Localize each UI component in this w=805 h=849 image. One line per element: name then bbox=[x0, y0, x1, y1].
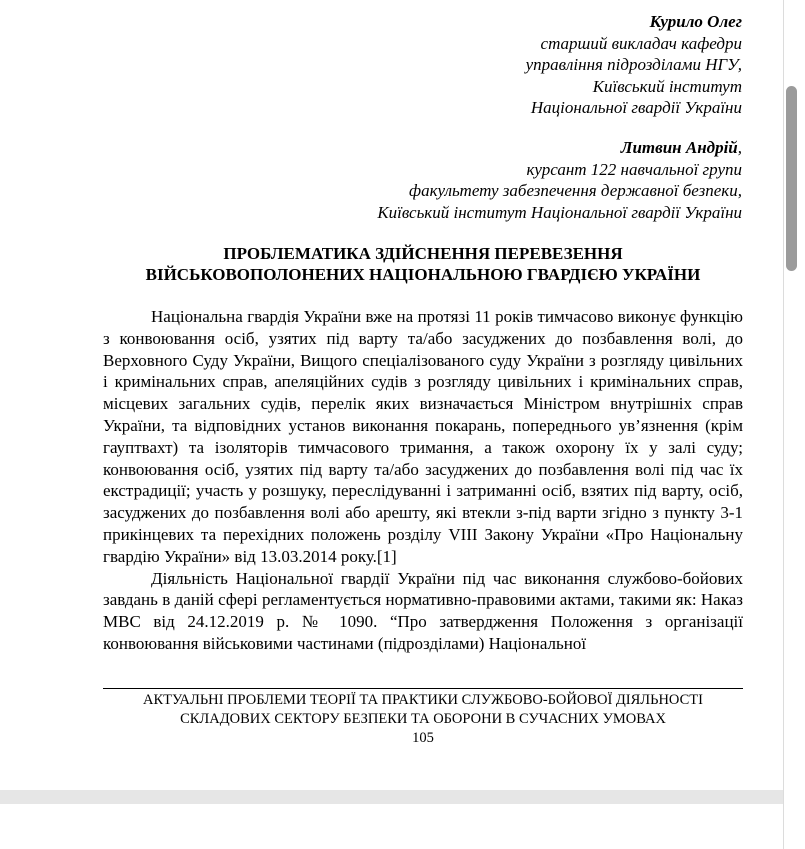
author-block-2 bbox=[377, 137, 742, 223]
article-title-line: ВІЙСЬКОВОПОЛОНЕНИХ НАЦІОНАЛЬНОЮ ГВАРДІЄЮ УКРАЇНИ bbox=[145, 265, 701, 284]
author-block-1 bbox=[526, 11, 742, 119]
next-page bbox=[0, 804, 783, 849]
body-paragraph: Діяльність Національної гвардії України під час виконання службово-бойових завдань в даній сфері регламентується нормативно-правовими актами, такими як: Наказ МВС від 24.12.2019 р. № 1090. “Про затвердження Положення з організації конвоювання військовими частинами (підрозділами) Національної bbox=[103, 568, 743, 653]
page-gap bbox=[0, 790, 783, 804]
author-affiliation-line: Національної гвардії України bbox=[530, 98, 742, 117]
footer-line: АКТУАЛЬНІ ПРОБЛЕМИ ТЕОРІЇ ТА ПРАКТИКИ СЛУЖБОВО-БОЙОВОЇ ДІЯЛЬНОСТІ bbox=[143, 692, 703, 708]
article-title-line: ПРОБЛЕМАТИКА ЗДІЙСНЕННЯ ПЕРЕВЕЗЕННЯ bbox=[223, 244, 623, 263]
page-footer bbox=[103, 688, 743, 748]
article-body bbox=[103, 306, 743, 655]
author-affiliation-line: курсант 122 навчальної групи bbox=[526, 159, 742, 179]
body-paragraph: Національна гвардія України вже на протязі 11 років тимчасово виконує функцію з конвоювання осіб, узятих під варту та/або засуджених до позбавлення волі, до Верховного Суду України, Вищого спеціалізованого суду України з розгляду цивільних і кримінальних справ, апеляційних судів з розгляду цивільних і кримінальних справ, місцевих загальних судів, перелік яких визначається Міністром внутрішніх справ України, та відповідних установ виконання покарань, попереднього ув’язнення (крім гауптвахт) та ізоляторів тимчасового тримання, а також охорону їх у залі суду; конвоювання осіб, узятих під варту та/або засуджених до позбавлення волі під час їх екстрадиції; участь у розшуку, переслідуванні і затриманні осіб, взятих під варту, осіб, засуджених до позбавлення волі або арешту, які втекли з-під варти згідно з пункту 3-1 прикінцевих та перехідних положень розділу VIII Закону України «Про Національну гвардію України» від 13.03.2014 року.[1] bbox=[103, 307, 743, 566]
author-affiliation-line: факультету забезпечення державної безпеки, bbox=[409, 181, 742, 200]
author-affiliation-line: старший викладач кафедри bbox=[540, 33, 742, 53]
footer-line: СКЛАДОВИХ СЕКТОРУ БЕЗПЕКИ ТА ОБОРОНИ В СУЧАСНИХ УМОВАХ bbox=[180, 711, 666, 727]
page-number: 105 bbox=[412, 730, 434, 746]
author-affiliation-line: Київський інститут bbox=[592, 76, 742, 96]
article-title bbox=[103, 243, 743, 285]
author-name-suffix: , bbox=[737, 138, 742, 157]
scrollbar-thumb[interactable] bbox=[786, 86, 797, 271]
author-affiliation-line: Київський інститут Національної гвардії України bbox=[377, 202, 742, 222]
author-name: Курило Олег bbox=[649, 12, 742, 31]
author-name: Литвин Андрій bbox=[620, 138, 738, 157]
author-affiliation-line: управління підрозділами НГУ, bbox=[525, 55, 742, 74]
